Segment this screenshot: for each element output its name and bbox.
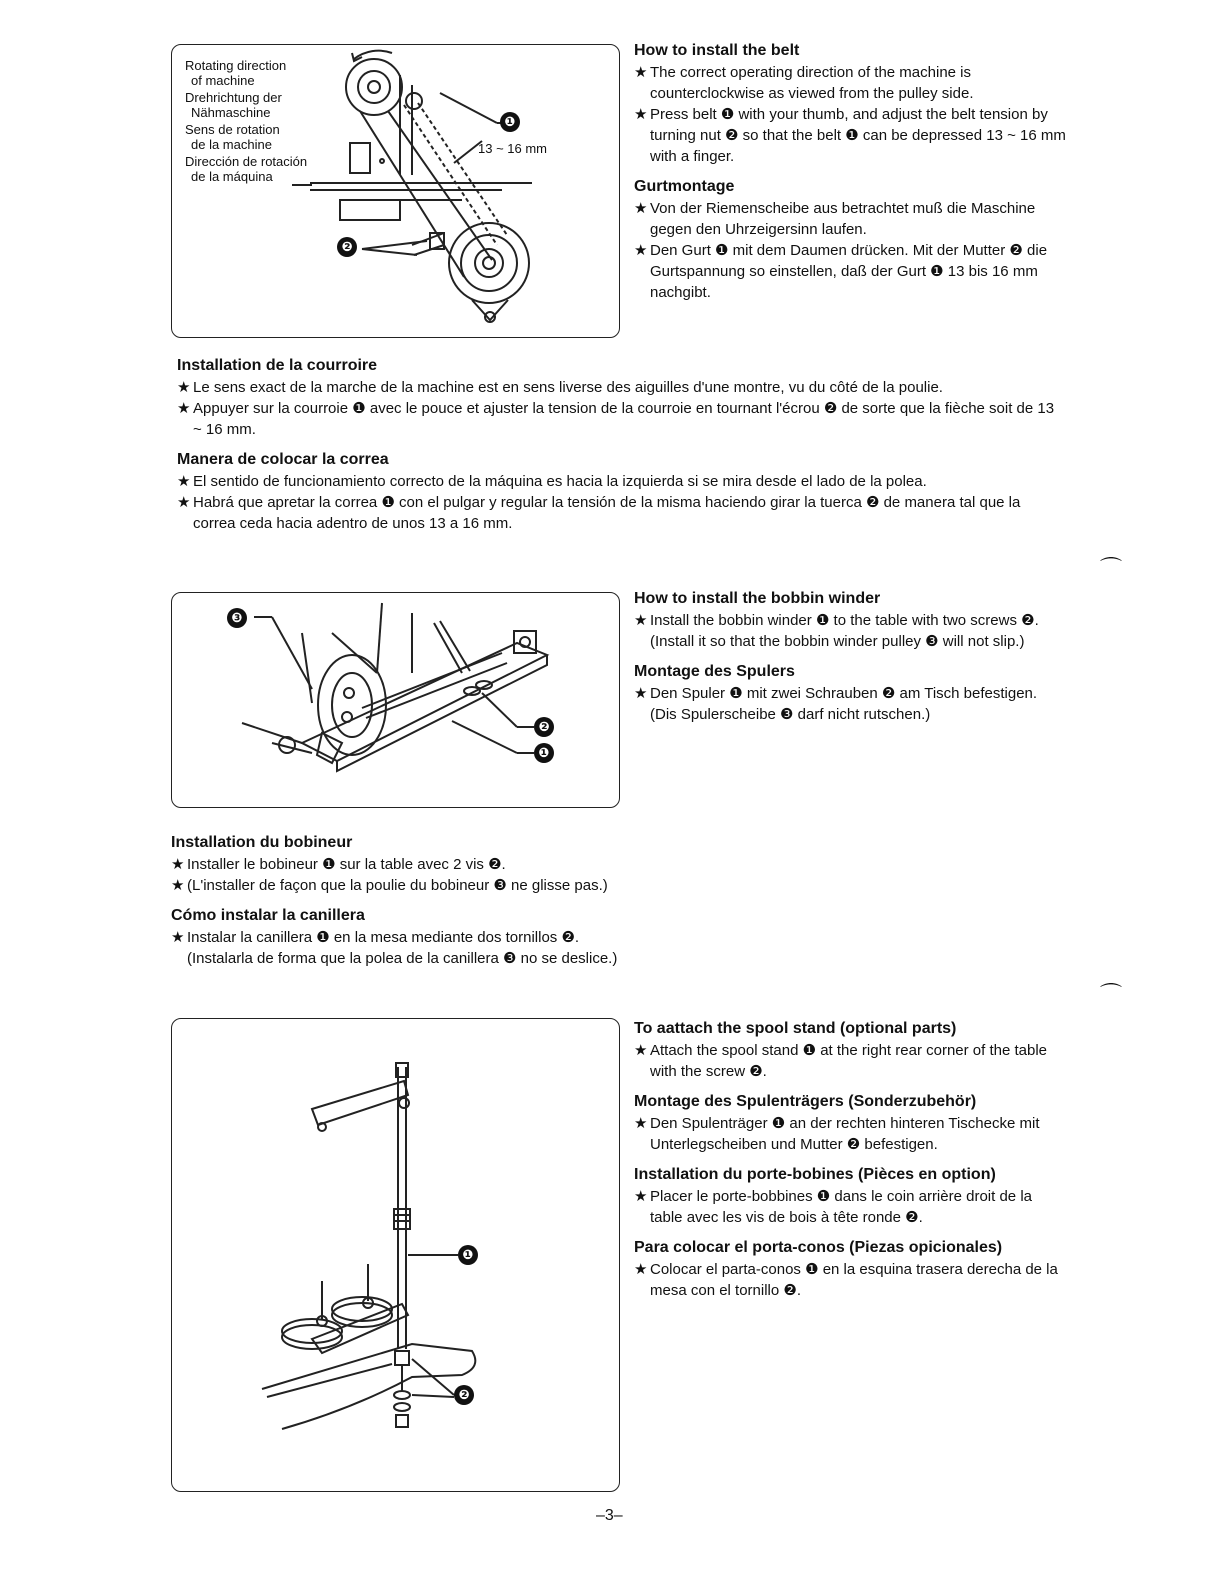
page-number: –3– (596, 1507, 623, 1524)
belt-es-item-2: ★ Habrá que apretar la correa ❶ con el pulgar y regular la tensión de la misma haciendo girar la tuerca ❷ de manera tal que la correa ceda hacia adentro de unos 13 a 16 mm. (177, 494, 1021, 532)
bobbin-es-title: Cómo instalar la canillera (171, 907, 365, 924)
spool-es-title: Para colocar el porta-conos (Piezas opicionales) (634, 1239, 1003, 1256)
spool-fr-section (634, 1164, 1066, 1228)
bobbin-fr-title: Installation du bobineur (171, 834, 353, 851)
belt-es-title: Manera de colocar la correa (177, 451, 389, 468)
belt-fr-title: Installation de la courroire (177, 357, 378, 374)
spool-es-section (634, 1237, 1066, 1301)
bobbin-es-note: (Instalarla de forma que la polea de la canillera ❸ no se deslice.) (187, 950, 618, 967)
bobbin-de-note: (Dis Spulerscheibe ❸ darf nicht rutschen.) (650, 706, 931, 723)
bobbin-en-title: How to install the bobbin winder (634, 590, 881, 607)
spool-de-title: Montage des Spulenträgers (Sonderzubehör) (634, 1093, 977, 1110)
callout-3: ❸ (227, 608, 247, 628)
label-es-2: de la máquina (191, 169, 273, 184)
margin-mark: ⌒ (1100, 556, 1123, 581)
spool-de-item: ★ Den Spulenträger ❶ an der rechten hinteren Tischecke mit Unterlegscheiben und Mutter ❷ befestigen. (634, 1115, 1040, 1153)
bobbin-en-section (634, 588, 1066, 652)
belt-es-item-1: ★ El sentido de funcionamiento correcto de la máquina es hacia la izquierda si se mira desde el lado de la polea. (177, 473, 927, 490)
belt-install-text-fr-es (177, 355, 1067, 543)
callout-2: ❷ (454, 1385, 474, 1405)
label-fr-1: Sens de rotation (185, 122, 280, 137)
bobbin-en-item: ★ Install the bobbin winder ❶ to the table with two screws ❷. (634, 612, 1039, 629)
label-de-1: Drehrichtung der (185, 90, 282, 105)
spool-stand-text (634, 1018, 1066, 1310)
bobbin-fr-section (171, 832, 1061, 896)
bobbin-fr-item-2: ★ (L'installer de façon que la poulie du bobineur ❸ ne glisse pas.) (171, 877, 608, 894)
callout-1: ❶ (534, 743, 554, 763)
belt-de-section (634, 176, 1066, 303)
spool-en-title: To aattach the spool stand (optional parts) (634, 1020, 957, 1037)
spool-en-section (634, 1018, 1066, 1082)
spool-fr-item: ★ Placer le porte-bobbines ❶ dans le coin arrière droit de la table avec les vis de bois à tête ronde ❷. (634, 1188, 1032, 1226)
bobbin-de-item: ★ Den Spuler ❶ mit zwei Schrauben ❷ am Tisch befestigen. (634, 685, 1038, 702)
bobbin-es-item: ★ Instalar la canillera ❶ en la mesa mediante dos tornillos ❷. (171, 929, 580, 946)
belt-de-item-1: ★ Von der Riemenscheibe aus betrachtet muß die Maschine gegen den Uhrzeigersinn laufen. (634, 200, 1036, 238)
belt-fr-section (177, 355, 1067, 440)
belt-en-title: How to install the belt (634, 42, 800, 59)
label-es-1: Dirección de rotación (185, 154, 308, 169)
spool-figure (171, 1018, 620, 1492)
margin-mark: ⌒ (1100, 982, 1123, 1007)
bobbin-fr-item-1: ★ Installer le bobineur ❶ sur la table avec 2 vis ❷. (171, 856, 506, 873)
bobbin-figure (171, 592, 620, 808)
label-fr-2: de la machine (191, 137, 272, 152)
spool-illustration (172, 1019, 619, 1491)
belt-figure (171, 44, 620, 338)
callout-1: ❶ (500, 112, 520, 132)
belt-de-item-2: ★ Den Gurt ❶ mit dem Daumen drücken. Mit der Mutter ❷ die Gurtspannung so einstellen, daß der Gurt ❶ 13 bis 16 mm nachgibt. (634, 242, 1048, 301)
label-en-1: Rotating direction (185, 58, 287, 73)
bobbin-install-text (634, 588, 1066, 734)
callout-2: ❷ (337, 237, 357, 257)
belt-en-item-2: ★ Press belt ❶ with your thumb, and adjust the belt tension by turning nut ❷ so that the belt ❶ can be depressed 13 ~ 16 mm with a finger. (634, 106, 1066, 165)
bobbin-de-title: Montage des Spulers (634, 663, 795, 680)
bobbin-en-note: (Install it so that the bobbin winder pulley ❸ will not slip.) (650, 633, 1025, 650)
belt-de-title: Gurtmontage (634, 178, 735, 195)
belt-install-text (634, 40, 1066, 312)
bobbin-es-section (171, 905, 1061, 969)
rotation-labels (185, 58, 307, 184)
belt-fr-item-2: ★ Appuyer sur la courroie ❶ avec le pouce et ajuster la tension de la courroie en tournant l'écrou ❷ de sorte que la fièche soit de 13 ~ 16 mm. (177, 400, 1055, 438)
spool-fr-title: Installation du porte-bobines (Pièces en option) (634, 1166, 996, 1183)
spool-de-section (634, 1091, 1066, 1155)
belt-en-section (634, 40, 1066, 167)
bobbin-de-section (634, 661, 1066, 725)
bobbin-install-text-fr-es (171, 832, 1061, 978)
label-de-2: Nähmaschine (191, 105, 271, 120)
belt-fr-item-1: ★ Le sens exact de la marche de la machine est en sens liverse des aiguilles d'une montre, vu du côté de la poulie. (177, 379, 943, 396)
belt-es-section (177, 449, 1067, 534)
label-en-2: of machine (191, 73, 255, 88)
belt-en-item-1: ★ The correct operating direction of the machine is counterclockwise as viewed from the pulley side. (634, 64, 974, 102)
callout-1: ❶ (458, 1245, 478, 1265)
belt-deflection-measure: 13 ~ 16 mm (478, 141, 548, 156)
spool-en-item: ★ Attach the spool stand ❶ at the right rear corner of the table with the screw ❷. (634, 1042, 1048, 1080)
spool-es-item: ★ Colocar el parta-conos ❶ en la esquina trasera derecha de la mesa con el tornillo ❷. (634, 1261, 1058, 1299)
callout-2: ❷ (534, 717, 554, 737)
